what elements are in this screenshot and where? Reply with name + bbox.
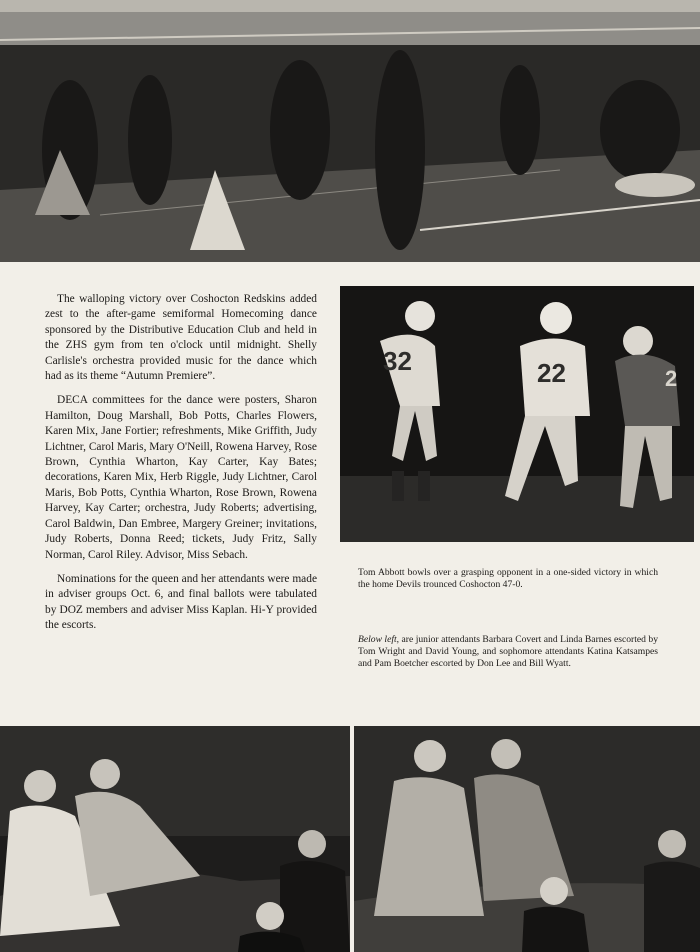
- article-paragraph: DECA committees for the dance were posters, Sharon Hamilton, Doug Marshall, Bob Potts, Charles Flowers, Karen Mix, Jane Fortier; refreshments, Mike Griffith, Judy Lichtner, Carol Maris, Mary O'Neill, Rowena Harvey, Rose Brown, Cynthia Wharton, Kay Carter, Kay Bates; decorations, Karen Mix, Herb Riggle, Judy Lichtner, Carol Maris, Bob Potts, Cynthia Wharton, Rose Brown, Rowena Harvey, Kay Carter; orchestra, Judy Roberts; advertising, Carol Baldwin, Dan Embree, Margery Greiner; invitations, Judy Roberts, Donna Reed; tickets, Judy Fritz, Sally Norman, Carol Riley. Advisor, Miss Sebach.: [45, 394, 317, 561]
- football-photo: [340, 286, 694, 542]
- attendants-caption-body: are junior attendants Barbara Covert and Linda Barnes escorted by Tom Wright and David Young, and sophomore attendants Katina Katsampes and Pam Boetcher escorted by Don Lee and Bill Wyatt.: [358, 634, 659, 669]
- attendants-caption-lead: Below left,: [358, 634, 400, 645]
- attendants-caption: [358, 634, 658, 670]
- article-text: [45, 292, 317, 643]
- football-caption: Tom Abbott bowls over a grasping opponent in a one-sided victory in which the home Devils trounced Coshocton 47-0.: [358, 567, 658, 590]
- dance-photo: [0, 0, 700, 262]
- jersey-number-2: 2: [665, 366, 678, 391]
- sophomore-attendants-photo: [0, 726, 350, 952]
- article-paragraph: Nominations for the queen and her attendants were made in adviser groups Oct. 6, and final ballots were tabulated by DOZ members and adviser Miss Kaplan. Hi-Y provided the escorts.: [45, 572, 317, 632]
- article-paragraph: The walloping victory over Coshocton Redskins added zest to the after-game semiformal Homecoming dance sponsored by the Distributive Education Club and held in the ZHS gym from ten o'clock until midnight. Shelly Carlisle's orchestra provided music for the dance which had as its theme “Autumn Premiere”.: [45, 293, 317, 383]
- jersey-number-32: 32: [383, 346, 412, 376]
- jersey-number-22: 22: [537, 358, 566, 388]
- junior-attendants-photo: [354, 726, 700, 952]
